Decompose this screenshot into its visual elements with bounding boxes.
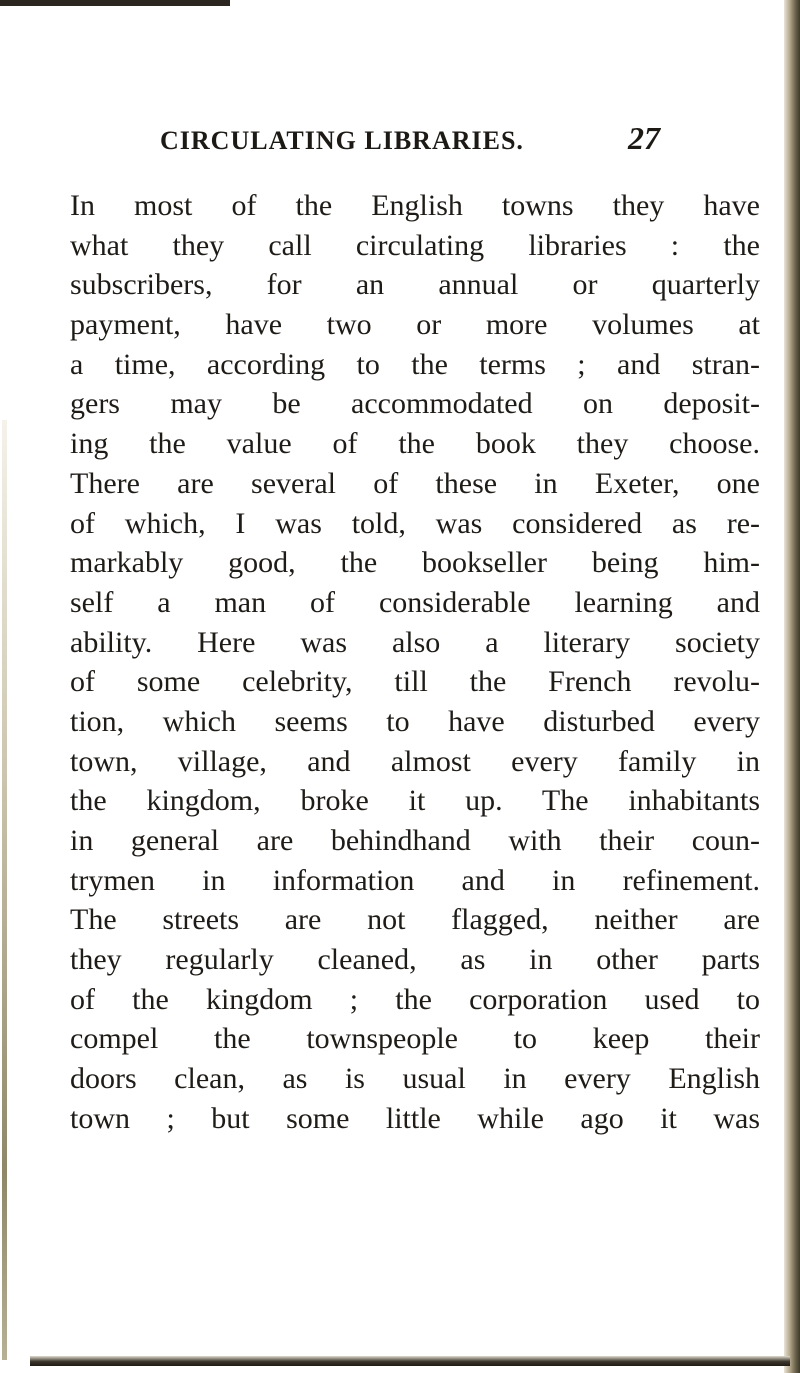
top-edge-shadow <box>0 0 230 6</box>
text-line: compel the townspeople to keep their <box>70 1022 760 1056</box>
text-line: self a man of considerable learning and <box>70 585 760 619</box>
text-line: of some celebrity, till the French revolu- <box>70 665 760 699</box>
text-line: tion, which seems to have disturbed every <box>70 704 760 738</box>
text-line: There are several of these in Exeter, one <box>70 466 760 500</box>
text-line: gers may be accommodated on deposit- <box>70 387 760 421</box>
text-line: town ; but some little while ago it was <box>70 1101 760 1135</box>
text-line: In most of the English towns they have <box>70 189 760 222</box>
text-line: in general are behindhand with their coun- <box>70 824 760 857</box>
text-line: doors clean, as is usual in every English <box>70 1062 760 1096</box>
text-line: ability. Here was also a literary society <box>70 625 760 659</box>
text-line: payment, have two or more volumes at <box>70 308 760 342</box>
page-number: 27 <box>628 120 660 156</box>
text-line: The streets are not flagged, neither are <box>70 903 760 937</box>
text-line: they regularly cleaned, as in other parts <box>70 943 760 977</box>
text-line: of which, I was told, was considered as re- <box>70 506 760 540</box>
text-line: subscribers, for an annual or quarterly <box>70 268 760 302</box>
text-line: ing the value of the book they choose. <box>70 427 760 461</box>
text-line: a time, according to the terms ; and stran- <box>70 347 760 381</box>
running-head <box>160 120 660 162</box>
bottom-edge-shadow <box>30 1356 790 1366</box>
text-line: trymen in information and in refinement. <box>70 863 760 897</box>
left-page-edge <box>2 420 7 1360</box>
body-text <box>70 186 760 1139</box>
text-line: town, village, and almost every family in <box>70 744 760 778</box>
running-head-title: CIRCULATING LIBRARIES. <box>160 126 524 155</box>
text-line: markably good, the bookseller being him- <box>70 546 760 580</box>
text-line: what they call circulating libraries : the <box>70 228 760 262</box>
text-line: of the kingdom ; the corporation used to <box>70 982 760 1016</box>
text-line: the kingdom, broke it up. The inhabitants <box>70 784 760 818</box>
spine-edge <box>784 0 800 1373</box>
